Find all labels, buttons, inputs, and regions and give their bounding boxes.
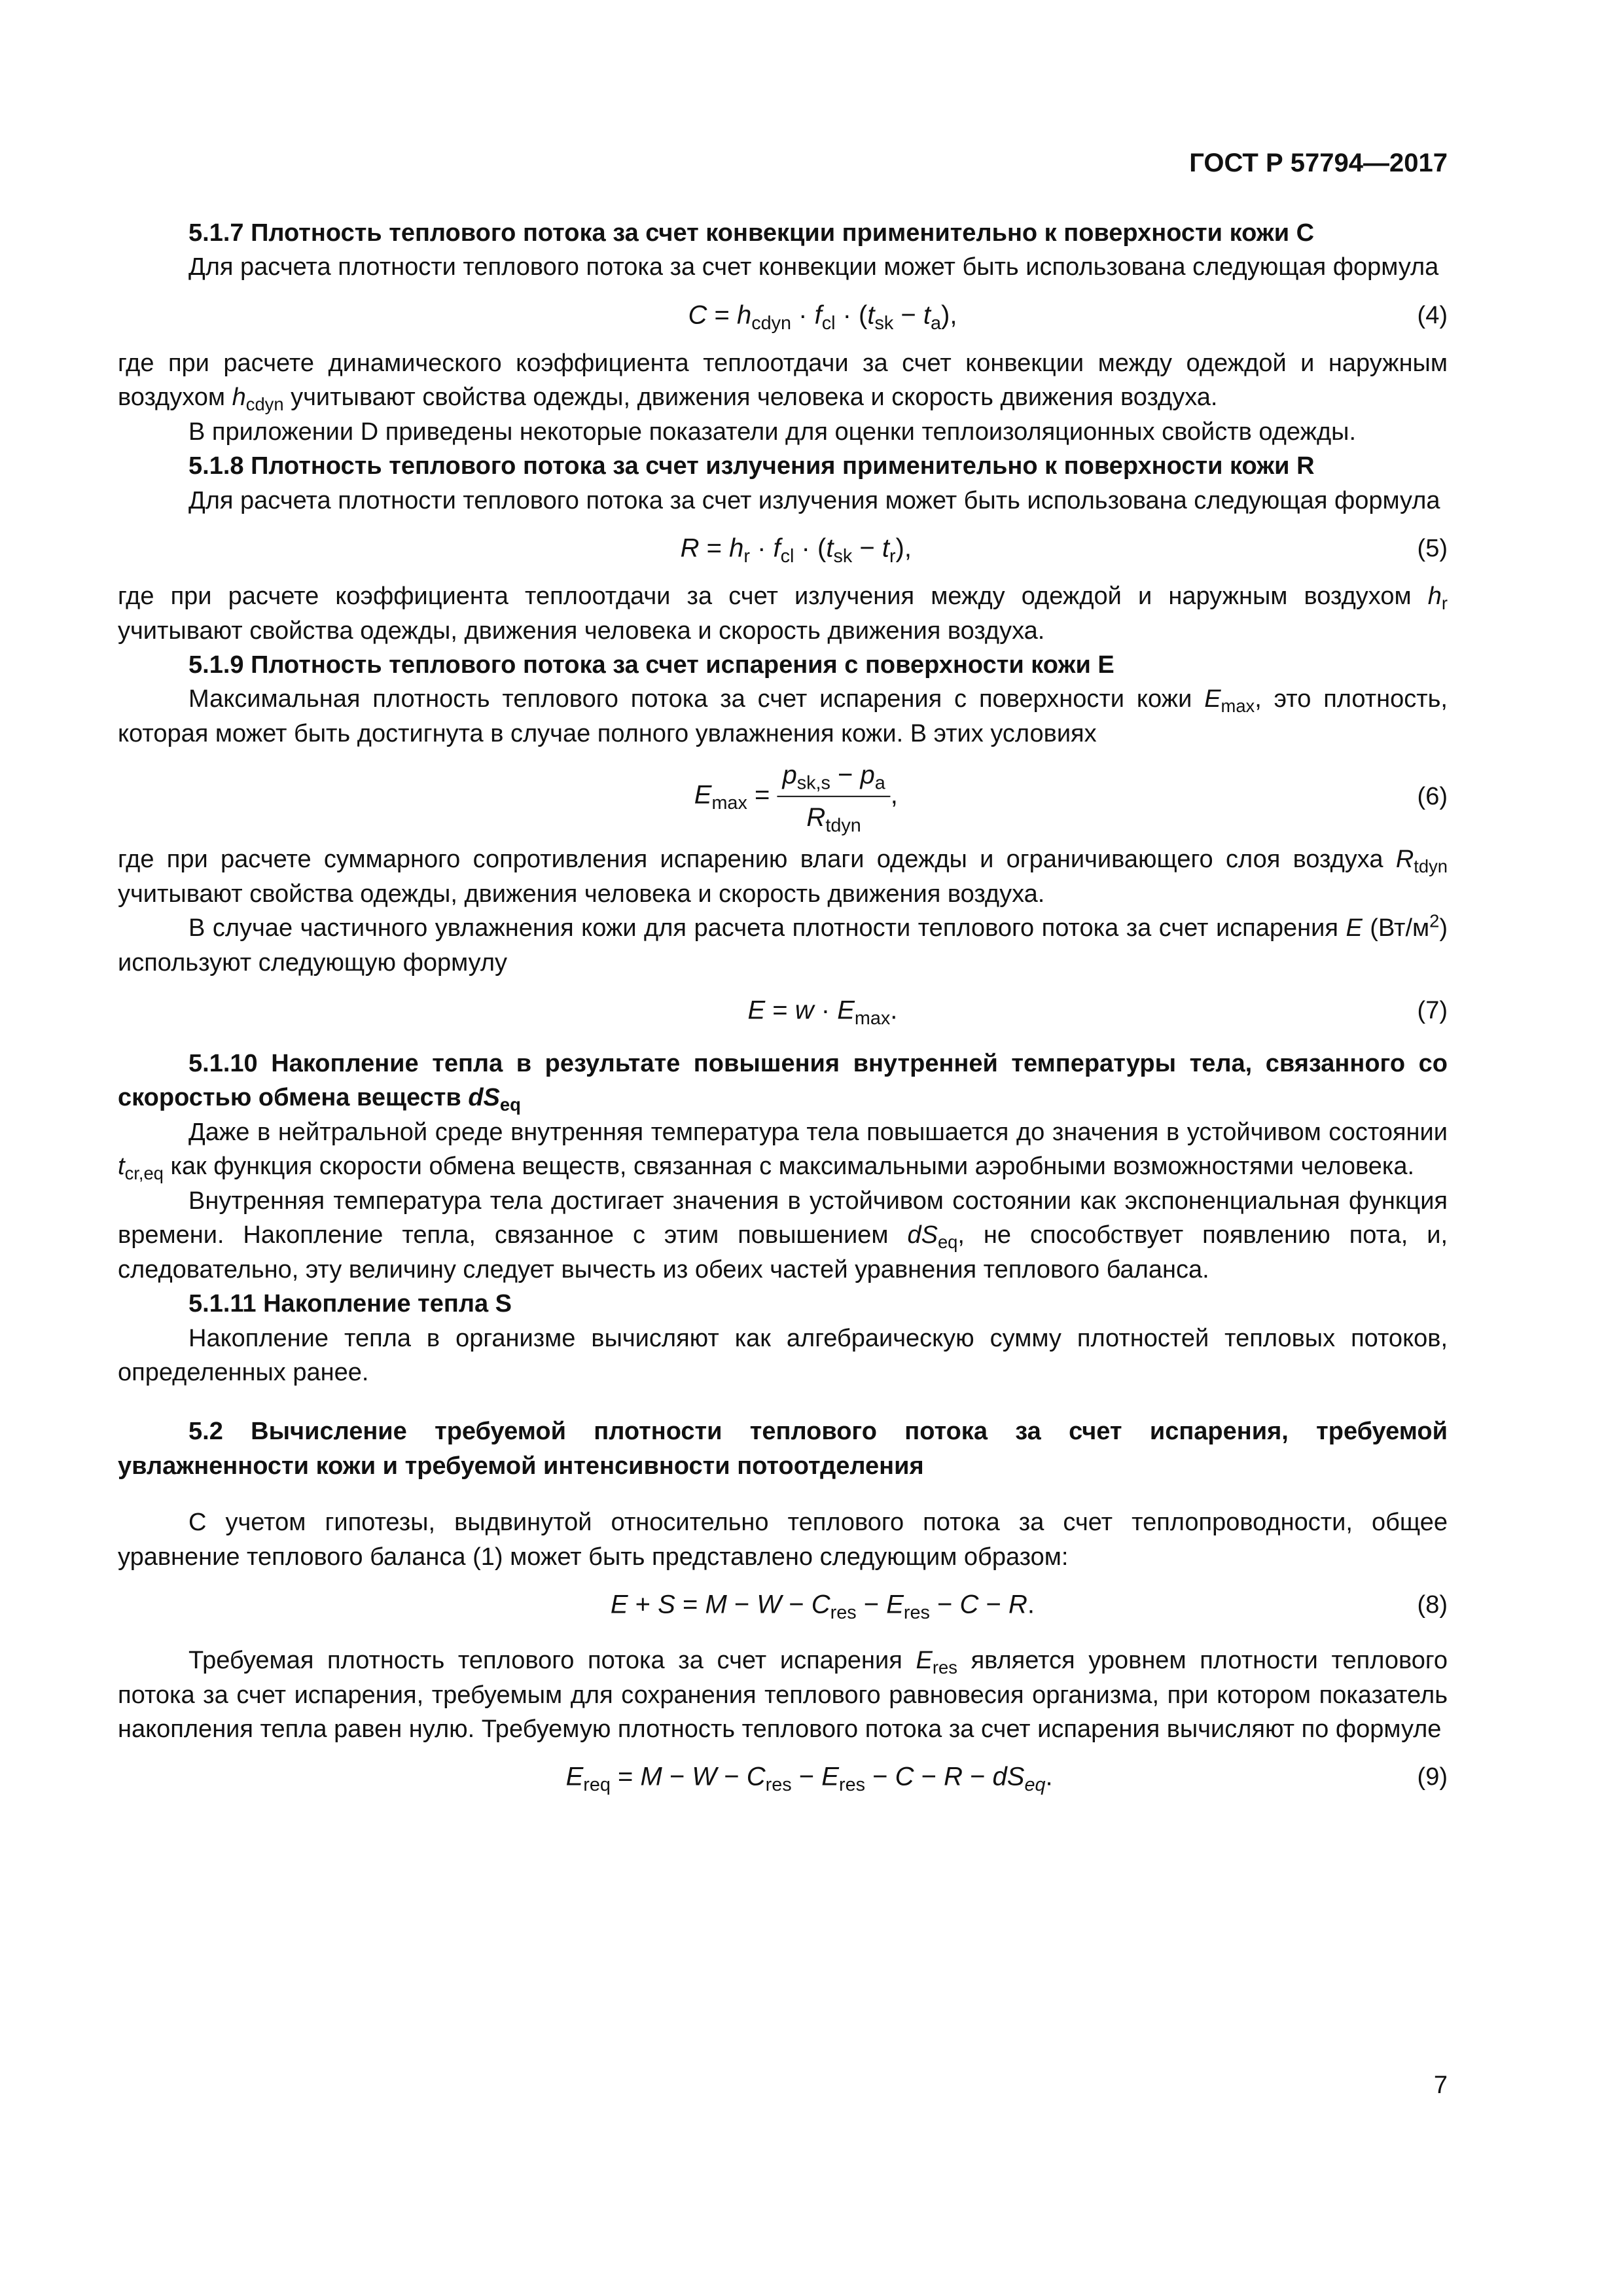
equation-7 bbox=[118, 980, 1448, 1041]
paragraph: С учетом гипотезы, выдвинутой относительно теплового потока за счет теплопроводности, общее уравнение теплового баланса (1) может быть представлено следующим образом: bbox=[118, 1509, 1448, 1571]
heading-5-2: 5.2 Вычисление требуемой плотности теплового потока за счет испарения, требуемой увлажненности кожи и требуемой интенсивности потоотделения bbox=[118, 1418, 1448, 1480]
heading-5-1-9: 5.1.9 Плотность теплового потока за счет испарения с поверхности кожи Е bbox=[188, 651, 1115, 679]
formula-9: $E_{req} = M - W - C_{res} - E_{res} - C - R - dS_{eq}$. bbox=[565, 1762, 1053, 1796]
heading-5-1-8: 5.1.8 Плотность теплового потока за счет излучения применительно к поверхности кожи R bbox=[188, 452, 1315, 480]
equation-number: (9) bbox=[1417, 1763, 1448, 1791]
content-body bbox=[118, 216, 1448, 1808]
paragraph: В случае частичного увлажнения кожи для расчета плотности теплового потока за счет испарения E $(Вт/м^2)$ используют следующую формулу bbox=[118, 910, 1448, 977]
paragraph: Даже в нейтральной среде внутренняя температура тела повышается до значения в устойчивом состоянии $t_{cr,eq}$ как функция скорости обмена веществ, связанная с максимальными аэробными возможностями человека. bbox=[118, 1118, 1448, 1184]
heading-5-1-11: 5.1.11 Накопление тепла S bbox=[188, 1290, 512, 1318]
page-number: 7 bbox=[1433, 2072, 1448, 2099]
equation-5 bbox=[118, 518, 1448, 579]
equation-4 bbox=[118, 285, 1448, 346]
formula-7: $E = w \cdot E_{max}$. bbox=[747, 996, 898, 1030]
heading-5-1-7: 5.1.7 Плотность теплового потока за счет конвекции применительно к поверхности кожи С bbox=[188, 219, 1315, 247]
paragraph: где при расчете динамического коэффициента теплоотдачи за счет конвекции между одеждой и наружным воздухом $h_{cdyn}$ учитывают свойства одежды, движения человека и скорость движения воздуха. bbox=[118, 349, 1448, 415]
paragraph: Максимальная плотность теплового потока за счет испарения с поверхности кожи $E_{max}$, это плотность, которая может быть достигнута в случае полного увлажнения кожи. В этих условиях bbox=[118, 685, 1448, 747]
paragraph: В приложении D приведены некоторые показатели для оценки теплоизоляционных свойств одежды. bbox=[188, 418, 1357, 446]
formula-8: $E + S = M - W - C_{res} - E_{res} - C - R$. bbox=[610, 1590, 1035, 1624]
paragraph: Накопление тепла в организме вычисляют как алгебраическую сумму плотностей тепловых потоков, определенных ранее. bbox=[118, 1324, 1448, 1386]
formula-4: $C = h_{cdyn} \cdot f_{cl} \cdot (t_{sk} - t_a)$, bbox=[688, 300, 957, 334]
paragraph: Требуемая плотность теплового потока за счет испарения $E_{res}$ является уровнем плотности теплового потока за счет испарения, требуемым для сохранения теплового равновесия организма, при котором показатель накопления тепла равен нулю. Требуемую плотность теплового потока за счет испарения вычисляют по формуле bbox=[118, 1647, 1448, 1743]
paragraph: Внутренняя температура тела достигает значения в устойчивом состоянии как экспоненциальная функция времени. Накопление тепла, связанное с этим повышением $dS_{eq}$, не способствует появлению пота, и, следовательно, эту величину следует вычесть из обеих частей уравнения теплового баланса. bbox=[118, 1187, 1448, 1283]
paragraph: где при расчете коэффициента теплоотдачи за счет излучения между одеждой и наружным воздухом $h_r$ учитывают свойства одежды, движения человека и скорость движения воздуха. bbox=[118, 583, 1448, 645]
paragraph: где при расчете суммарного сопротивления испарению влаги одежды и ограничивающего слоя воздуха $R_{tdyn}$ учитывают свойства одежды, движения человека и скорость движения воздуха. bbox=[118, 846, 1448, 908]
paragraph: Для расчета плотности теплового потока за счет конвекции может быть использована следующая формула bbox=[188, 253, 1439, 281]
formula-6: $E_{max}$ = $\frac{p_{sk,s} - p_a}{R_{tdyn}}$ , bbox=[694, 757, 898, 836]
paragraph: Для расчета плотности теплового потока за счет излучения может быть использована следующая формула bbox=[188, 486, 1440, 514]
heading-5-1-10: 5.1.10 Накопление тепла в результате повышения внутренней температуры тела, связанного со скоростью обмена веществ $dS_{eq}$ bbox=[118, 1050, 1448, 1115]
equation-number: (8) bbox=[1417, 1590, 1448, 1619]
equation-number: (4) bbox=[1417, 301, 1448, 329]
equation-number: (6) bbox=[1417, 783, 1448, 811]
equation-8 bbox=[118, 1574, 1448, 1636]
document-id: ГОСТ Р 57794—2017 bbox=[1189, 149, 1448, 177]
formula-5: $R = h_r \cdot f_{cl} \cdot (t_{sk} - t_r)$, bbox=[680, 533, 912, 567]
equation-number: (7) bbox=[1417, 996, 1448, 1024]
equation-6 bbox=[118, 751, 1448, 842]
equation-number: (5) bbox=[1417, 534, 1448, 562]
equation-9 bbox=[118, 1746, 1448, 1808]
